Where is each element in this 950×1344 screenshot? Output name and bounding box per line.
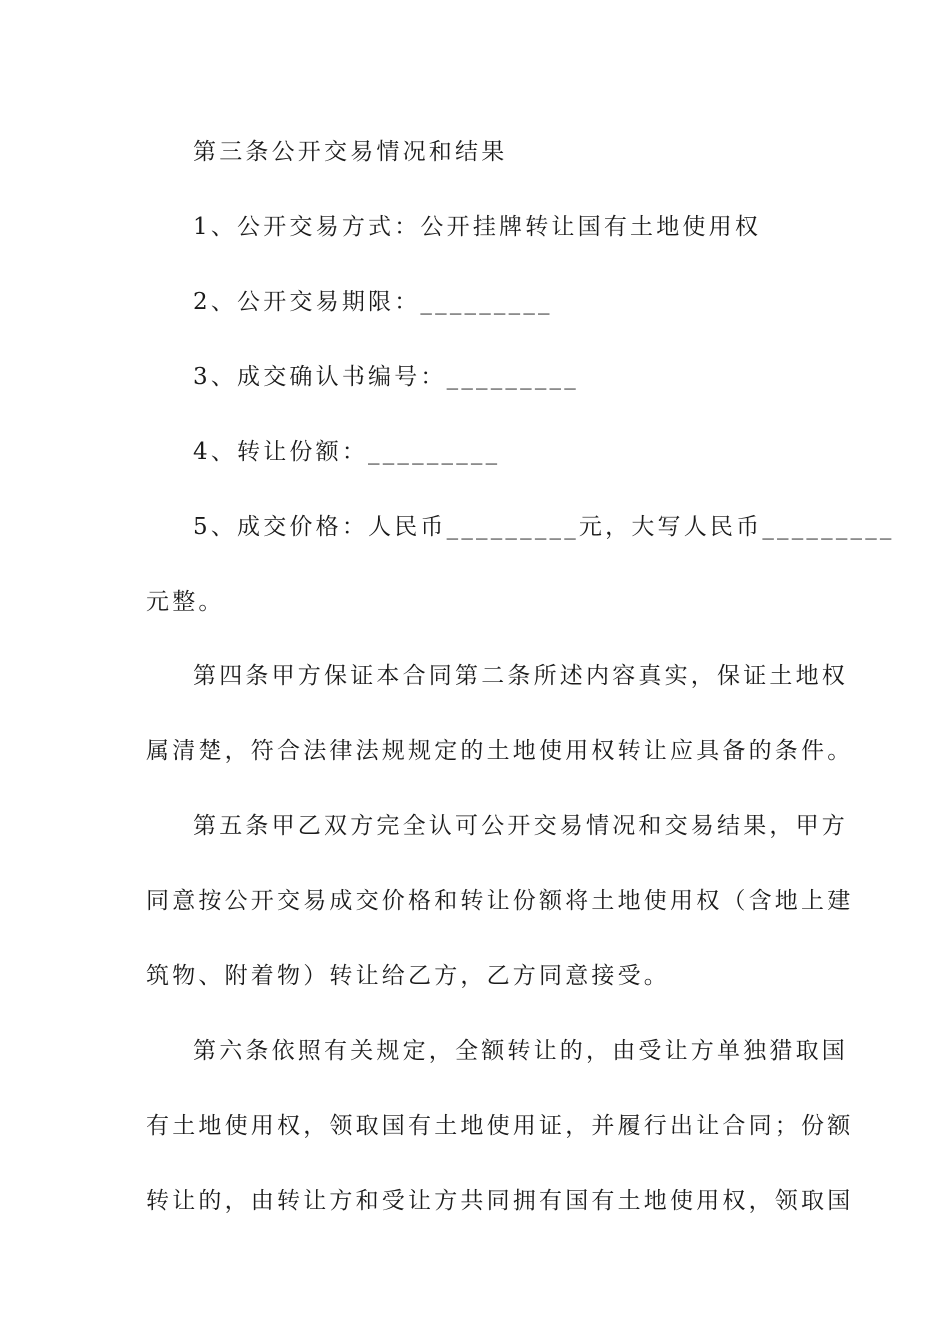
item-3-confirmation-number: 3、成交确认书编号：_________	[193, 364, 579, 390]
item-1-trade-method: 1、公开交易方式：公开挂牌转让国有土地使用权	[193, 214, 762, 240]
article-6-line-1: 第六条依照有关规定，全额转让的，由受让方单独猎取国	[193, 1038, 848, 1064]
item-5-continuation: 元整。	[146, 589, 225, 615]
article-5-line-1: 第五条甲乙双方完全认可公开交易情况和交易结果，甲方	[193, 813, 848, 839]
article-3-heading: 第三条公开交易情况和结果	[193, 139, 508, 165]
item-2-trade-period: 2、公开交易期限：_________	[193, 289, 553, 315]
article-4-line-1: 第四条甲方保证本合同第二条所述内容真实，保证土地权	[193, 663, 848, 689]
article-5-line-2: 同意按公开交易成交价格和转让份额将土地使用权（含地上建	[146, 888, 854, 914]
article-4-line-2: 属清楚，符合法律法规规定的土地使用权转让应具备的条件。	[146, 738, 854, 764]
article-5-line-3: 筑物、附着物）转让给乙方，乙方同意接受。	[146, 963, 670, 989]
article-6-line-3: 转让的，由转让方和受让方共同拥有国有土地使用权，领取国	[146, 1188, 854, 1214]
item-4-transfer-share: 4、转让份额：_________	[193, 439, 501, 465]
item-5-transaction-price: 5、成交价格：人民币_________元，大写人民币_________	[193, 514, 895, 540]
article-6-line-2: 有土地使用权，领取国有土地使用证，并履行出让合同；份额	[146, 1113, 854, 1139]
